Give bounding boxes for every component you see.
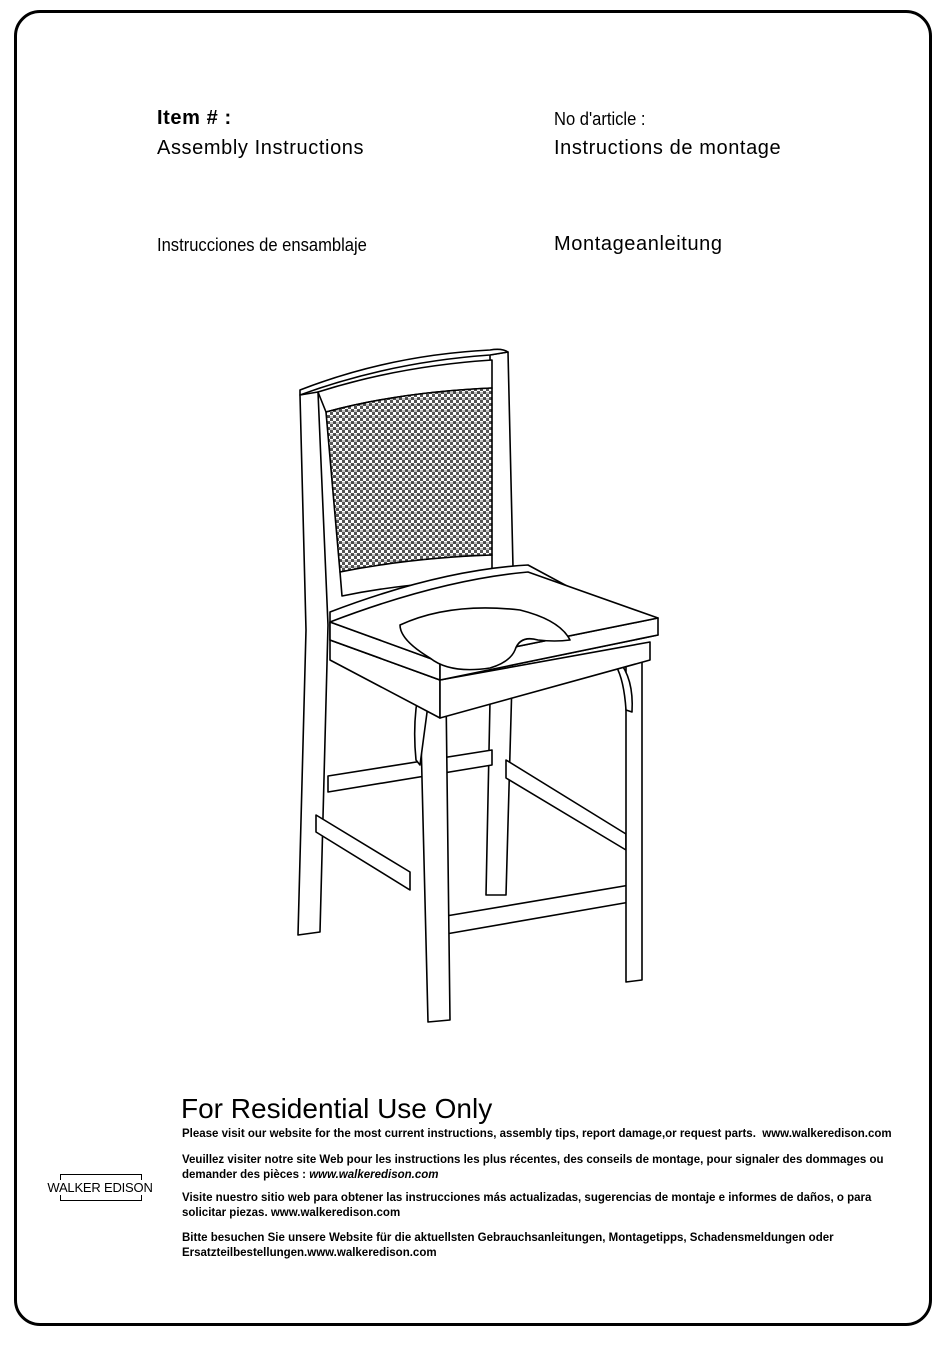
brand-logo — [40, 1172, 160, 1206]
assembly-instructions-de: Montageanleitung — [554, 233, 723, 255]
notice-en — [182, 1127, 912, 1142]
item-number-label-fr: No d'article : — [554, 109, 646, 129]
stool-illustration — [270, 340, 680, 1040]
residential-use-heading: For Residential Use Only — [181, 1093, 493, 1124]
website-link-es[interactable]: www.walkeredison.com — [270, 1207, 401, 1219]
brand-logo-text: WALKER EDISON — [47, 1180, 153, 1195]
notice-fr — [182, 1153, 912, 1183]
notice-de — [182, 1231, 912, 1261]
website-link-en[interactable]: www.walkeredison.com — [762, 1128, 892, 1140]
notice-fr-text: Veuillez visiter notre site Web pour les instructions les plus récentes, des conseils de montage, pour signaler des dommages ou demander des pièces : — [182, 1154, 884, 1181]
website-link-fr[interactable]: www.walkeredison.com — [309, 1169, 439, 1181]
notice-es — [182, 1191, 912, 1221]
assembly-instructions-fr: Instructions de montage — [554, 137, 782, 159]
website-link-de[interactable]: www.walkeredison.com — [307, 1247, 437, 1259]
notice-es-text: Visite nuestro sitio web para obtener las instrucciones más actualizadas, sugerencias de montaje e informes de daños, o para solicitar piezas. — [182, 1192, 872, 1219]
assembly-instructions-en: Assembly Instructions — [157, 137, 365, 159]
item-number-label: Item # : — [157, 107, 232, 129]
notice-en-text: Please visit our website for the most current instructions, assembly tips, report damage,or request parts. — [182, 1128, 756, 1140]
assembly-instructions-es: Instrucciones de ensamblaje — [157, 235, 367, 255]
notice-de-text: Bitte besuchen Sie unsere Website für die aktuellsten Gebrauchsanleitungen, Montagetipps, Schadensmeldungen oder Ersatzteilbestellungen. — [182, 1232, 834, 1259]
